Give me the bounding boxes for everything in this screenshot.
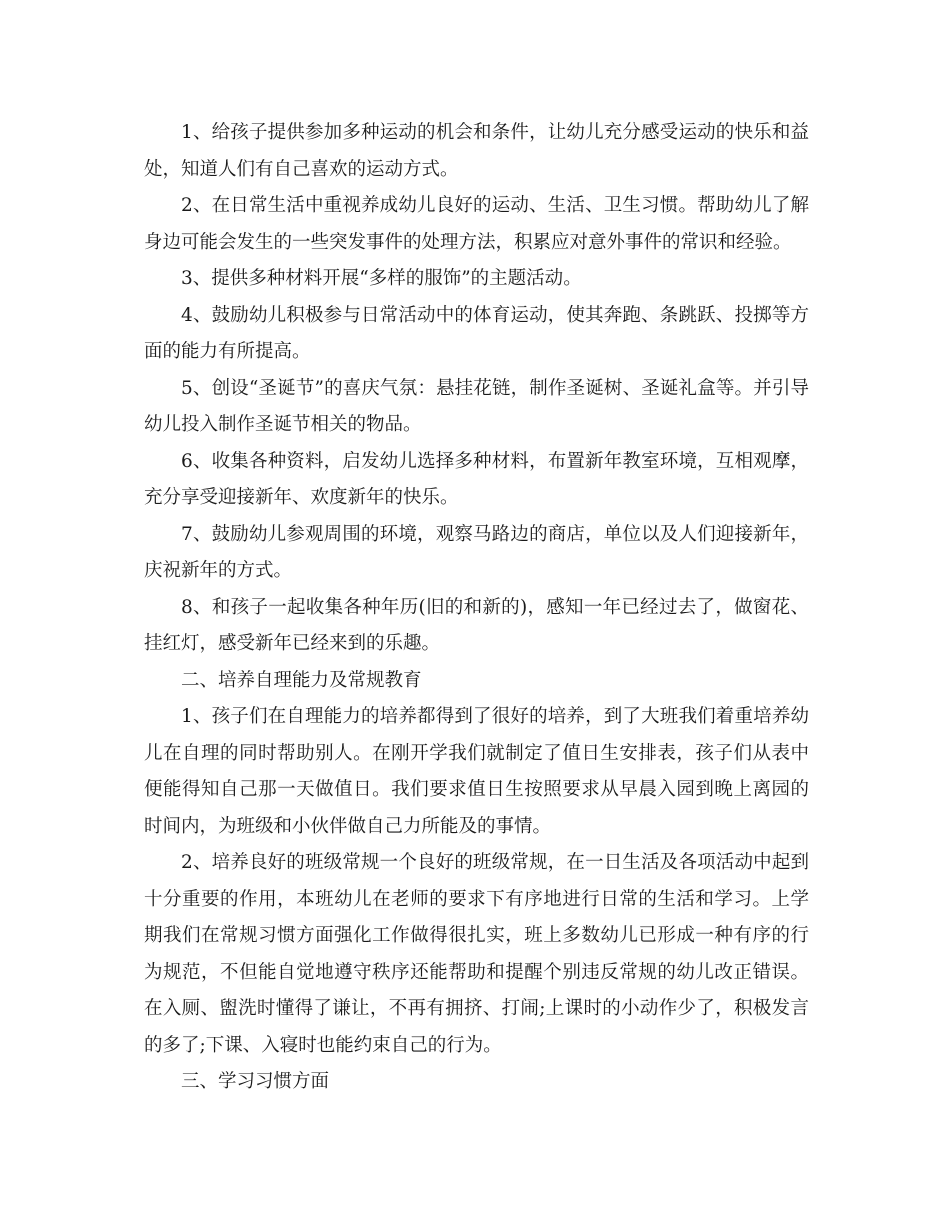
- paragraph-6: 6、收集各种资料，启发幼儿选择多种材料，布置新年教室环境，互相观摩，充分享受迎接新年、欢度新年的快乐。: [144, 450, 809, 508]
- section-heading-3: 三、学习习惯方面: [181, 1071, 330, 1092]
- section-heading-2: 二、培养自理能力及常规教育: [181, 669, 422, 691]
- paragraph-10: 2、培养良好的班级常规一个良好的班级常规，在一日生活及各项活动中起到十分重要的作用，本班幼儿在老师的要求下有序地进行日常的生活和学习。上学期我们在常规习惯方面强化工作做得很扎实，班上多数幼儿已形成一种有序的行为规范，不但能自觉地遵守秩序还能帮助和提醒个别违反常规的幼儿改正错误。在入厕、盥洗时懂得了谦让，不再有拥挤、打闹;上课时的小动作少了，积极发言的多了;下课、入寝时也能约束自己的行为。: [144, 852, 809, 1056]
- paragraph-8: 8、和孩子一起收集各种年历(旧的和新的)，感知一年已经过去了，做窗花、挂红灯，感受新年已经来到的乐趣。: [144, 596, 809, 654]
- paragraph-5: 5、创设“圣诞节”的喜庆气氛：悬挂花链，制作圣诞树、圣诞礼盒等。并引导幼儿投入制作圣诞节相关的物品。: [144, 377, 809, 435]
- paragraph-2: 2、在日常生活中重视养成幼儿良好的运动、生活、卫生习惯。帮助幼儿了解身边可能会发生的一些突发事件的处理方法，积累应对意外事件的常识和经验。: [144, 195, 809, 253]
- paragraph-4: 4、鼓励幼儿积极参与日常活动中的体育运动，使其奔跑、条跳跃、投掷等方面的能力有所提高。: [144, 304, 809, 362]
- document-body: [144, 115, 809, 1101]
- paragraph-9: 1、孩子们在自理能力的培养都得到了很好的培养，到了大班我们着重培养幼儿在自理的同时帮助别人。在刚开学我们就制定了值日生安排表，孩子们从表中便能得知自己那一天做值日。我们要求值日生按照要求从早晨入园到晚上离园的时间内，为班级和小伙伴做自己力所能及的事情。: [144, 706, 809, 837]
- paragraph-7: 7、鼓励幼儿参观周围的环境，观察马路边的商店，单位以及人们迎接新年，庆祝新年的方式。: [144, 523, 809, 581]
- paragraph-3: 3、提供多种材料开展“多样的服饰”的主题活动。: [181, 268, 582, 289]
- paragraph-1: 1、给孩子提供参加多种运动的机会和条件，让幼儿充分感受运动的快乐和益处，知道人们有自己喜欢的运动方式。: [144, 122, 809, 180]
